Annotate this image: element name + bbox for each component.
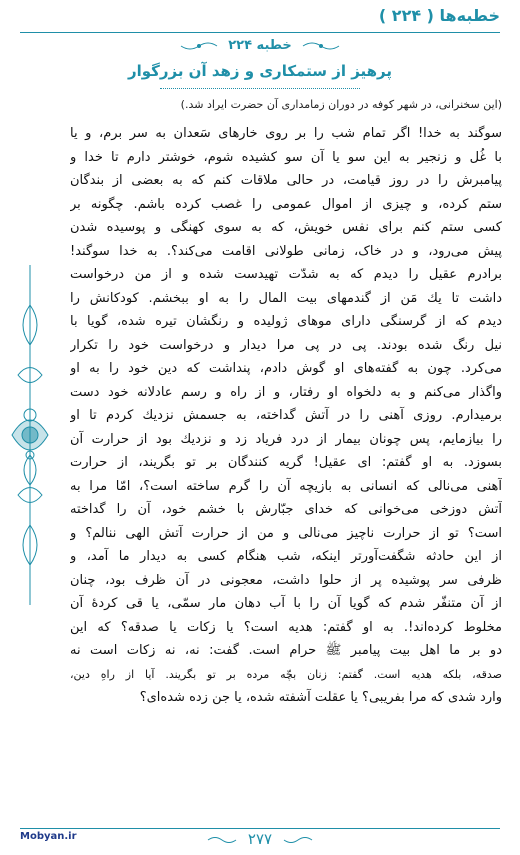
sermon-heading bbox=[0, 38, 520, 53]
body-line: مخلوط کرده‌اند!. به او گفتم: هدیه است؟ یا زکات یا صدقه؟ که این bbox=[70, 619, 502, 635]
running-title: خطبه‌ها ( ۲۲۴ ) bbox=[378, 6, 500, 25]
flourish-ornament-icon bbox=[207, 835, 237, 845]
flourish-ornament-icon bbox=[283, 835, 313, 845]
body-line: بسوزد. به او گفتم: ای عقیل! گریه کنندگان بر تو بگریند، از حرارت bbox=[70, 455, 502, 470]
body-line: آتش دوزخی می‌خوانی که خدای جبّارش با خشم خود، آن را گداخته bbox=[70, 502, 502, 517]
body-line: آهنی می‌نالی که انسانی به بازیچه آن را گرم ساخته است؟، امّا مرا به bbox=[70, 478, 502, 494]
body-line: وارد شدی که مرا بفریبی؟ یا عقلت آشفته شده، یا جن زده شده‌ای؟ bbox=[139, 690, 502, 705]
body-line: ظرفی سر پوشیده پر از حلوا داشت، معجونی در آن ظرف بود، چنان bbox=[70, 572, 502, 588]
body-line: نیل رنگ شده بودند. پی در پی مرا دیدار و درخواست خود را تکرار bbox=[70, 337, 502, 353]
body-line: است؟ تو از حرارت ناچیز می‌نالی و من از حرارت آتش الهی ننالم؟ و bbox=[70, 525, 502, 541]
body-line: کسی ستم کنم برای نفس خویش، که به سوی کهنگی و پوسیده شدن bbox=[70, 220, 502, 235]
body-line: دو بر ما اهل بیت پیامبر ﷺ حرام است. گفت: نه، نه زکات است نه bbox=[70, 643, 502, 658]
header-divider bbox=[20, 32, 500, 33]
body-line: صدقه، بلکه هدیه است. گفتم: زنان بچّه مرده بر تو بگریند. آیا از راهِ دین، bbox=[70, 667, 502, 681]
body-line: سوگند به خدا! اگر تمام شب را بر روی خارهای سَعدان به سر برم، و یا bbox=[70, 126, 502, 141]
body-text bbox=[70, 122, 502, 710]
page-number bbox=[0, 830, 520, 848]
body-line: با غُل و زنجیر به این سو یا آن سو کشیده شوم، خوشتر دارم تا خدا و bbox=[70, 149, 502, 165]
body-line: از آن متنفّر شدم که گویا آن را با آب دهان مار سمّی، یا قی کردهٔ آن bbox=[70, 596, 502, 611]
body-line: پیامبرش را در روز قیامت، در حالی ملاقات کنم که به بعضی از بندگان bbox=[70, 173, 502, 188]
body-line: پیش می‌رود، و در خاک، زمانی طولانی اقامت می‌کند؟. به خدا سوگند! bbox=[70, 243, 502, 259]
flourish-ornament-icon bbox=[180, 40, 218, 52]
flourish-ornament-icon bbox=[302, 40, 340, 52]
body-line: برادرم عقیل را دیدم که به شدّت تهیدست شده و از من درخواست bbox=[70, 267, 502, 282]
body-line: ستم کرده، و چیزی از اموال عمومی را غصب کرده باشم. چگونه بر bbox=[70, 196, 502, 212]
footer-divider bbox=[20, 828, 500, 829]
site-logo: Mobyan.ir bbox=[20, 831, 77, 842]
sermon-subtitle: پرهیز از ستمکاری و زهد آن بزرگوار bbox=[127, 62, 393, 80]
side-floral-ornament-icon bbox=[8, 265, 52, 605]
body-line: دیدم که از گرسنگی دارای موهای ژولیده و رنگشان تیره شده، گویا با bbox=[70, 314, 502, 329]
body-line: واگذار می‌کنم و به دلخواه او رفتار، و از راه و رسم عادلانه خود دست bbox=[70, 384, 502, 400]
body-line: برمیدارم. روزی آهنی را در آتش گداخته، به جسمش نزدیك کردم تا او bbox=[70, 408, 502, 423]
sermon-number: خطبه ۲۲۴ bbox=[228, 38, 292, 53]
body-line: داشت تا یك مَن از گندمهای بیت المال را به او ببخشم. کودکانش را bbox=[70, 290, 502, 306]
subtitle-divider bbox=[160, 88, 360, 89]
sermon-intro: (این سخنرانی، در شهر کوفه در دوران زمامداری آن حضرت ایراد شد.) bbox=[180, 98, 502, 111]
body-line: را بیازمایم، پس چونان بیمار از درد فریاد زد و نزدیك بود از حرارت آن bbox=[70, 431, 502, 447]
page-number-text: ۲۷۷ bbox=[247, 830, 273, 848]
body-line: از این حادثه شگفت‌آورتر اینکه، شب هنگام کسی به دیدار ما آمد، و bbox=[70, 549, 502, 564]
body-line: می‌کرد. چون به گفته‌های او گوش دادم، پنداشت که دین خود را به او bbox=[70, 361, 502, 376]
